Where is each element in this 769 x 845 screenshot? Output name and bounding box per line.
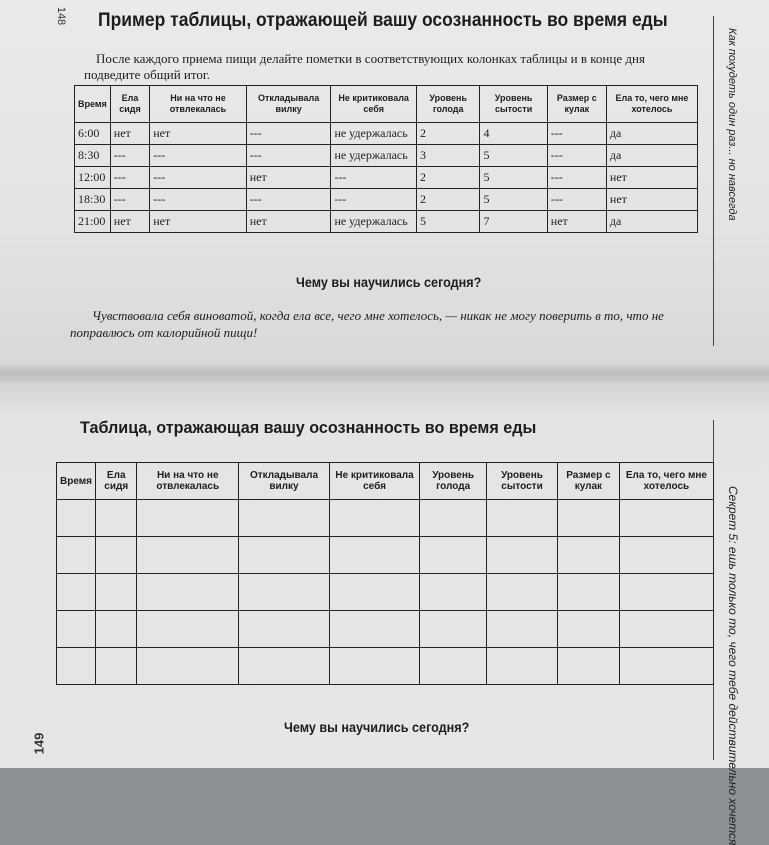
example-header-cell: Уровень сытости	[480, 86, 547, 123]
table-cell: ---	[547, 167, 606, 189]
table-cell: ---	[246, 189, 331, 211]
table-cell: 4	[480, 123, 547, 145]
running-head-top: Как похудеть один раз... но навсегда	[726, 28, 738, 221]
blank-header-cell: Не критиковала себя	[329, 463, 419, 500]
table-row	[57, 648, 714, 685]
example-header-cell: Откладывала вилку	[246, 86, 331, 123]
page-number-top: 148	[55, 6, 68, 26]
blank-table-cell[interactable]	[557, 648, 619, 685]
table-cell: да	[606, 123, 697, 145]
table-cell: ---	[547, 189, 606, 211]
table-cell: ---	[150, 189, 246, 211]
example-question-heading: Чему вы научились сегодня?	[296, 274, 482, 290]
blank-table-cell[interactable]	[137, 611, 239, 648]
blank-header-cell: Ела то, чего мне хотелось	[619, 463, 713, 500]
blank-table-cell[interactable]	[487, 648, 558, 685]
blank-question-heading: Чему вы научились сегодня?	[284, 719, 470, 735]
example-header-cell: Ела то, чего мне хотелось	[606, 86, 697, 123]
blank-table-cell[interactable]	[420, 574, 487, 611]
example-table-body	[75, 123, 698, 233]
blank-table-cell[interactable]	[619, 500, 713, 537]
table-cell: ---	[331, 167, 417, 189]
table-cell: 2	[416, 123, 480, 145]
table-cell: нет	[606, 167, 697, 189]
blank-table-cell[interactable]	[96, 537, 137, 574]
blank-table-cell[interactable]	[329, 648, 419, 685]
table-cell: 3	[416, 145, 480, 167]
blank-table-cell[interactable]	[329, 574, 419, 611]
table-cell: не удержалась	[331, 123, 417, 145]
blank-header-cell: Уровень голода	[420, 463, 487, 500]
blank-table-body	[57, 500, 714, 685]
table-row	[75, 189, 698, 211]
table-cell: нет	[150, 211, 246, 233]
blank-table-cell[interactable]	[239, 537, 330, 574]
blank-header-cell: Ни на что не отвлекалась	[137, 463, 239, 500]
example-header-cell: Уровень голода	[416, 86, 480, 123]
table-cell: да	[606, 211, 697, 233]
table-row	[75, 167, 698, 189]
example-table-title: Пример таблицы, отражающей вашу осознанность во время еды	[98, 10, 668, 31]
example-header-cell: Ела сидя	[110, 86, 149, 123]
table-cell: 18:30	[75, 189, 111, 211]
table-cell: 5	[480, 145, 547, 167]
table-cell: ---	[150, 167, 246, 189]
table-cell: 21:00	[75, 211, 111, 233]
table-cell: не удержалась	[331, 145, 417, 167]
table-cell: нет	[606, 189, 697, 211]
table-cell: ---	[150, 145, 246, 167]
table-cell: ---	[331, 189, 417, 211]
blank-table-cell[interactable]	[96, 574, 137, 611]
blank-table-cell[interactable]	[420, 611, 487, 648]
blank-table-cell[interactable]	[137, 500, 239, 537]
table-cell: 2	[416, 167, 480, 189]
blank-table-cell[interactable]	[487, 537, 558, 574]
table-cell: ---	[110, 167, 149, 189]
table-cell: ---	[110, 145, 149, 167]
blank-table-cell[interactable]	[329, 537, 419, 574]
blank-table	[56, 462, 714, 685]
table-cell: 5	[480, 167, 547, 189]
blank-table-cell[interactable]	[487, 500, 558, 537]
blank-table-cell[interactable]	[137, 537, 239, 574]
table-cell: 8:30	[75, 145, 111, 167]
blank-table-cell[interactable]	[57, 537, 96, 574]
table-cell: 12:00	[75, 167, 111, 189]
blank-header-cell: Время	[57, 463, 96, 500]
blank-header-cell: Уровень сытости	[487, 463, 558, 500]
page-number-bottom: 149	[31, 732, 47, 755]
blank-table-cell[interactable]	[96, 648, 137, 685]
blank-table-cell[interactable]	[487, 574, 558, 611]
blank-table-cell[interactable]	[557, 611, 619, 648]
example-header-cell: Размер с кулак	[547, 86, 606, 123]
example-intro-text: После каждого приема пищи делайте пометки в соответствующих колонках таблицы и в конце дня подведите общий итог.	[84, 51, 645, 82]
book-spine-fold	[0, 362, 769, 384]
example-table	[74, 85, 698, 233]
example-header-cell: Ни на что не отвлекалась	[150, 86, 246, 123]
table-cell: 5	[416, 211, 480, 233]
table-cell: ---	[547, 145, 606, 167]
table-cell: нет	[150, 123, 246, 145]
table-cell: 6:00	[75, 123, 111, 145]
blank-table-cell[interactable]	[137, 574, 239, 611]
blank-table-cell[interactable]	[420, 537, 487, 574]
table-cell: 7	[480, 211, 547, 233]
blank-table-cell[interactable]	[557, 574, 619, 611]
blank-table-cell[interactable]	[239, 611, 330, 648]
table-row	[75, 123, 698, 145]
table-row	[75, 211, 698, 233]
table-row	[57, 611, 714, 648]
table-cell: нет	[547, 211, 606, 233]
blank-table-cell[interactable]	[239, 574, 330, 611]
margin-rule-top	[713, 16, 714, 346]
blank-table-cell[interactable]	[420, 648, 487, 685]
table-cell: нет	[110, 123, 149, 145]
blank-table-cell[interactable]	[57, 500, 96, 537]
blank-table-header-row	[57, 463, 714, 500]
table-cell: ---	[246, 123, 331, 145]
blank-table-cell[interactable]	[239, 500, 330, 537]
table-cell: нет	[246, 167, 331, 189]
blank-table-cell[interactable]	[329, 500, 419, 537]
table-row	[57, 537, 714, 574]
table-cell: ---	[110, 189, 149, 211]
blank-table-cell[interactable]	[57, 648, 96, 685]
blank-table-cell[interactable]	[487, 611, 558, 648]
blank-table-cell[interactable]	[239, 648, 330, 685]
blank-table-cell[interactable]	[557, 500, 619, 537]
table-cell: 5	[480, 189, 547, 211]
blank-header-cell: Ела сидя	[96, 463, 137, 500]
running-head-bottom: Секрет 5: ешь только то, чего тебе действительно хочется	[726, 486, 740, 845]
blank-table-cell[interactable]	[96, 611, 137, 648]
table-cell: 2	[416, 189, 480, 211]
table-cell: нет	[110, 211, 149, 233]
blank-table-cell[interactable]	[420, 500, 487, 537]
blank-table-cell[interactable]	[619, 537, 713, 574]
blank-table-cell[interactable]	[619, 648, 713, 685]
blank-header-cell: Откладывала вилку	[239, 463, 330, 500]
table-cell: ---	[547, 123, 606, 145]
table-cell: ---	[246, 145, 331, 167]
blank-table-cell[interactable]	[329, 611, 419, 648]
blank-table-cell[interactable]	[619, 611, 713, 648]
blank-table-cell[interactable]	[57, 611, 96, 648]
blank-table-cell[interactable]	[57, 574, 96, 611]
blank-table-title: Таблица, отражающая вашу осознанность во время еды	[80, 418, 537, 437]
example-header-cell: Время	[75, 86, 111, 123]
blank-table-cell[interactable]	[137, 648, 239, 685]
example-header-cell: Не критиковала себя	[331, 86, 417, 123]
table-row	[75, 145, 698, 167]
table-row	[57, 574, 714, 611]
table-cell: да	[606, 145, 697, 167]
blank-table-cell[interactable]	[96, 500, 137, 537]
blank-table-cell[interactable]	[557, 537, 619, 574]
example-answer-text: Чувствовала себя виноватой, когда ела все, чего мне хотелось, — никак не могу поверить в то, что не поправлюсь от калорийной пищи!	[70, 308, 664, 340]
blank-header-cell: Размер с кулак	[557, 463, 619, 500]
table-cell: не удержалась	[331, 211, 417, 233]
example-table-header-row	[75, 86, 698, 123]
table-cell: нет	[246, 211, 331, 233]
blank-table-cell[interactable]	[619, 574, 713, 611]
table-row	[57, 500, 714, 537]
